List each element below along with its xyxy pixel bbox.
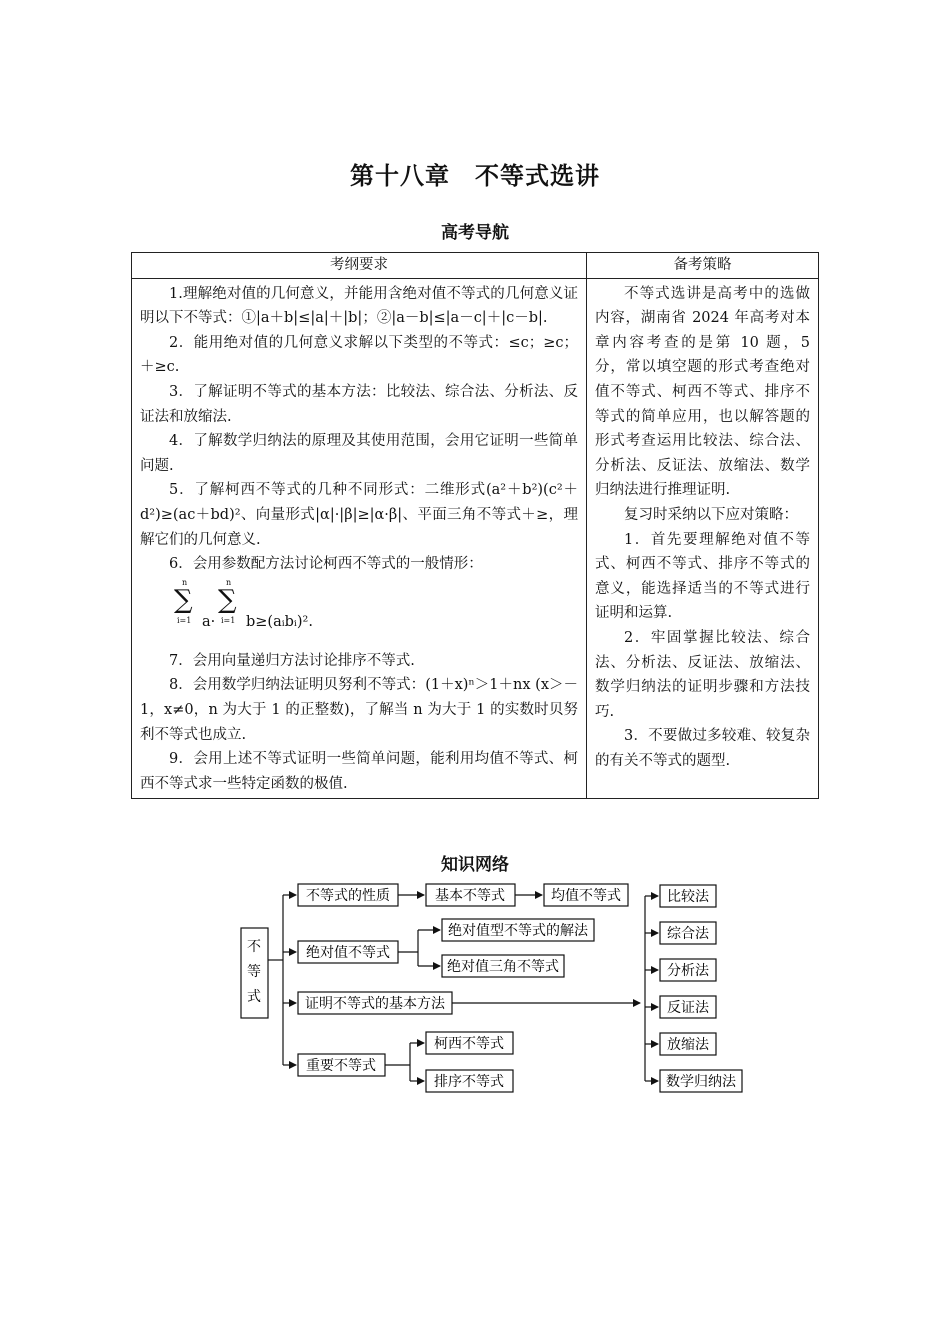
root-char: 等 [247,964,261,980]
formula-lower-1: i=1 [177,615,192,625]
navigation-heading: 高考导航 [441,223,509,243]
node-abs-triangle [442,955,564,977]
strategy-cell [587,278,819,799]
branch-label: 绝对值不等式 [306,945,390,961]
branch-important [298,1054,385,1076]
sum-symbol-1: ∑ [174,584,193,615]
method-scaling [660,1033,716,1055]
branch-label: 不等式的性质 [306,888,390,904]
node-label: 绝对值型不等式的解法 [448,923,588,939]
node-label: 排序不等式 [434,1074,504,1090]
requirement-item: 2．能用绝对值的几何意义求解以下类型的不等式：≤c；≥c；＋≥c. [140,334,578,376]
header-requirements: 考纲要求 [132,253,587,279]
method-compare [660,885,716,907]
method-induction [660,1070,742,1092]
page-title: 第十八章 不等式选讲 [350,162,600,190]
formula-tail: b≥(aᵢbᵢ)². [246,613,313,630]
requirement-item: 9．会用上述不等式证明一些简单问题，能利用均值不等式、柯西不等式求一些特定函数的极值. [140,751,578,792]
node-cauchy [426,1032,513,1054]
node-abs-solving [442,919,594,941]
requirement-item: 1.理解绝对值的几何意义，并能用含绝对值不等式的几何意义证明以下不等式：①|a＋b|≤|a|＋|b|；②|a－b|≤|a－c|＋|c－b|. [140,285,578,327]
header-strategy: 备考策略 [587,253,819,279]
requirement-item: 3．了解证明不等式的基本方法：比较法、综合法、分析法、反证法和放缩法. [140,383,578,425]
node-basic-inequality [426,884,515,906]
strategy-item: 复习时采纳以下应对策略： [624,506,798,523]
knowledge-network-diagram [0,870,950,1110]
branch-absolute [298,941,398,963]
method-analysis [660,959,716,981]
formula-upper-2: n [226,577,232,587]
requirement-item: 7．会用向量递归方法讨论排序不等式. [169,652,415,669]
method-contradiction [660,996,716,1018]
strategy-item: 不等式选讲是高考中的选做内容，湖南省 2024 年高考对本章内容考查的是第 10 题，5 分，常以填空题的形式考查绝对值不等式、柯西不等式、排序不等式的简单应用，也以解答题的形式考查运用比较法、综合法、分析法、反证法、放缩法、数学归纳法进行推理证明. [595,285,810,499]
method-synthesis [660,922,716,944]
root-char: 不 [247,939,261,955]
node-label: 绝对值三角不等式 [447,959,559,975]
method-label: 反证法 [667,1000,709,1016]
branch-label: 证明不等式的基本方法 [305,996,445,1012]
node-mean-inequality [544,884,628,906]
node-rearrangement [426,1070,513,1092]
table-header-row [132,253,819,279]
node-label: 均值不等式 [551,888,621,904]
sum-symbol-2: ∑ [218,584,237,615]
formula-upper-1: n [182,577,188,587]
requirement-item: 4．了解数学归纳法的原理及其使用范围，会用它证明一些简单问题. [140,433,578,474]
formula-lower-2: i=1 [221,615,236,625]
method-label: 比较法 [667,889,709,905]
requirement-item: 6．会用参数配方法讨论柯西不等式的一般情形： [169,556,483,573]
requirements-table [131,252,819,799]
requirement-item: 8．会用数学归纳法证明贝努利不等式：(1＋x)ⁿ＞1＋nx (x＞－1，x≠0，n 为大于 1 的正整数)，了解当 n 为大于 1 的实数时贝努利不等式也成立. [140,677,578,743]
strategy-item: 2．牢固掌握比较法、综合法、分析法、反证法、放缩法、数学归纳法的证明步骤和方法技巧. [595,629,810,720]
method-label: 分析法 [667,963,709,979]
cauchy-general-formula [140,577,578,649]
method-label: 综合法 [667,926,709,942]
table-body-row [132,278,819,799]
network-heading: 知识网络 [441,855,509,875]
root-box [241,928,268,1018]
requirement-item: 5．了解柯西不等式的几种不同形式：二维形式(a²＋b²)(c²＋d²)≥(ac＋bd)²、向量形式|α|·|β|≥|α·β|、平面三角不等式＋≥，理解它们的几何意义. [140,482,578,548]
root-char: 式 [247,989,261,1005]
node-label: 柯西不等式 [434,1036,504,1052]
method-label: 数学归纳法 [666,1074,736,1090]
branch-properties [298,884,398,906]
method-label: 放缩法 [667,1037,709,1053]
node-label: 基本不等式 [435,888,505,904]
strategy-item: 3．不要做过多较难、较复杂的有关不等式的题型. [595,728,810,769]
formula-a-part: a· [202,613,216,630]
branch-label: 重要不等式 [306,1058,376,1074]
requirements-cell [132,278,587,799]
strategy-item: 1．首先要理解绝对值不等式、柯西不等式、排序不等式的意义，能选择适当的不等式进行证明和运算. [595,531,810,622]
branch-proof-methods [298,992,452,1014]
